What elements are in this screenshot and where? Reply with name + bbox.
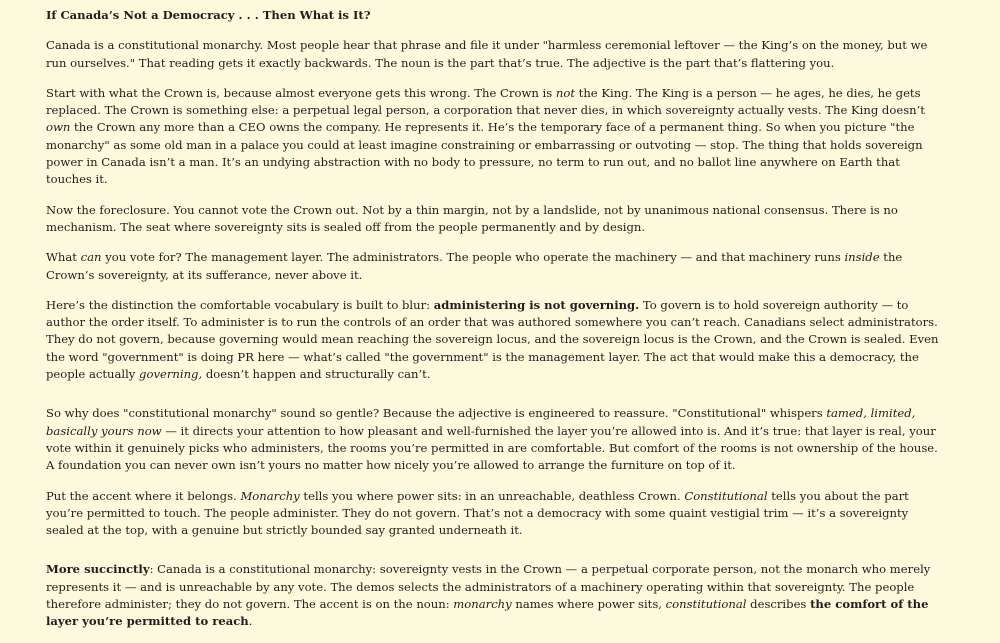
emphasis: inside: [844, 250, 880, 265]
emphasis: governing,: [139, 367, 203, 382]
emphasis: Monarchy: [240, 488, 300, 503]
text-run: tells you about the part you’re permitted to touch. The people administer. They do not govern. That’s not a democracy with some quaint vestigial trim — it’s a sovereignty sealed at the top, with a genuine but strictly bounded say granted underneath it.: [46, 488, 909, 538]
strong-text: the comfort of the layer you’re permitted to reach: [46, 597, 929, 629]
text-run: Canada is a constitutional monarchy. Most people hear that phrase and file it under "harmless ceremonial leftover — the King’s on the money, but we run ourselves." That reading gets it exactly backwards. The noun is the part that’s true. The adjective is the part that’s flattering you.: [46, 38, 928, 70]
emphasis: Constitutional: [684, 488, 768, 503]
emphasis: tamed, limited, basically yours now: [46, 406, 916, 438]
emphasis: can: [80, 250, 102, 265]
text-run: tells you where power sits: in an unreachable, deathless Crown.: [299, 488, 685, 503]
paragraph-2: [46, 85, 944, 189]
text-run: — it directs your attention to how pleasant and well-furnished the layer you’re allowed into is. And it’s true: that layer is real, your vote within it genuinely picks who administers, the rooms you’re permitted in are comfortable. But comfort of the rooms is not ownership of the house. A foundation you can never own isn’t yours no matter how nicely you’re allowed to arrange the furniture on top of it.: [46, 423, 938, 473]
document-title: If Canada’s Not a Democracy . . . Then What is It?: [46, 8, 371, 22]
emphasis: constitutional: [665, 597, 747, 612]
paragraph-6: [46, 405, 944, 474]
paragraph-7: [46, 488, 944, 540]
text-run: Start with what the Crown is, because almost everyone gets this wrong. The Crown is: [46, 85, 556, 100]
summary-lead: More succinctly: [46, 562, 150, 577]
text-run: : Canada is a constitutional monarchy: sovereignty vests in the Crown — a perpetual corporate person, not the monarch who merely represents it — and is unreachable by any vote. The demos selects the administrators of a machinery operating within that sovereignty. The people therefore administer; they do not govern. The accent is on the noun:: [46, 562, 931, 612]
paragraph-3: [46, 202, 944, 237]
text-run: names where power sits,: [511, 597, 666, 612]
emphasis: own: [46, 120, 71, 135]
emphasis: not: [555, 85, 575, 100]
text-run: the Crown any more than a CEO owns the company. He represents it. He’s the temporary face of a permanent thing. So when you picture "the monarchy" as some old man in a palace you could at least imagine constraining or embarrassing or outvoting — stop. The thing that holds sovereign power in Canada isn’t a man. It’s an undying abstraction with no body to pressure, no term to run out, and no ballot line anywhere on Earth that touches it.: [46, 120, 923, 187]
paragraph-4: [46, 249, 944, 284]
paragraph-1: [46, 37, 944, 72]
paragraph-summary: [46, 561, 944, 630]
text-run: the King. The King is a person — he ages, he dies, he gets replaced. The Crown is something else: a perpetual legal person, a corporation that never dies, in which sovereignty actually vests. The King doesn’t: [46, 85, 925, 118]
text-run: Now the foreclosure. You cannot vote the Crown out. Not by a thin margin, not by a landslide, not by unanimous national consensus. There is no mechanism. The seat where sovereignty sits is sealed off from the people permanently and by design.: [46, 202, 898, 234]
text-run: Put the accent where it belongs.: [46, 488, 241, 503]
paragraph-5: [46, 297, 944, 383]
text-run: doesn’t happen and structurally can’t.: [202, 367, 431, 382]
text-run: describes: [746, 597, 811, 612]
text-run: you vote for? The management layer. The administrators. The people who operate the machinery — and that machinery runs: [101, 250, 845, 265]
text-run: What: [46, 250, 81, 265]
text-run: .: [248, 614, 253, 629]
text-run: So why does "constitutional monarchy" sound so gentle? Because the adjective is engineered to reassure. "Constitutional" whispers: [46, 406, 827, 421]
text-run: the Crown’s sovereignty, at its sufferance, never above it.: [46, 250, 903, 282]
emphasis: monarchy: [453, 597, 512, 612]
text-run: Here’s the distinction the comfortable vocabulary is built to blur:: [46, 297, 434, 312]
strong-text: administering is not governing.: [433, 297, 640, 312]
text-run: To govern is to hold sovereign authority — to author the order itself. To administer is to run the controls of an order that was authored somewhere you can’t reach. Canadians select administrators. They do not govern, because governing would mean reaching the sovereign locus, and the sovereign locus is the Crown, and the Crown is sealed. Even the word "government" is doing PR here — what’s called "the government" is the management layer. The act that would make this a democracy, the people actually: [46, 297, 939, 382]
